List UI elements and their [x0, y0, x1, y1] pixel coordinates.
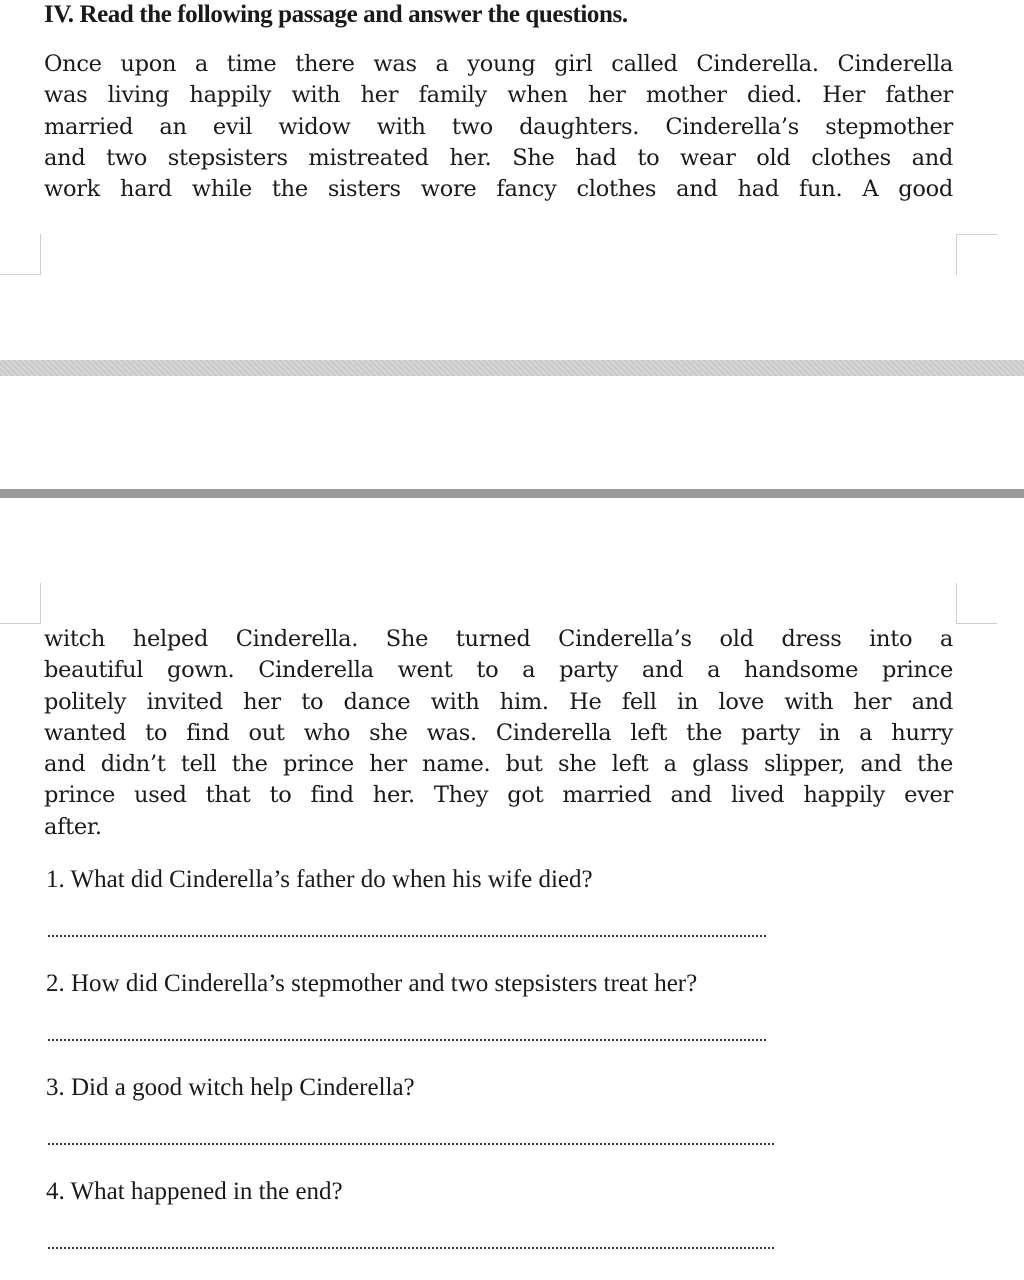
section-heading: IV. Read the following passage and answer the questions. [44, 1, 628, 28]
page-corner-mark [956, 583, 997, 624]
passage-part-2 [44, 624, 953, 843]
passage-line: and two stepsisters mistreated her. She had to wear old clothes and [44, 144, 953, 171]
passage-line: politely invited her to dance with him. He fell in love with her and [44, 688, 953, 715]
answer-line-3[interactable] [48, 1140, 774, 1145]
answer-line-1[interactable] [48, 932, 766, 937]
page-separator [0, 489, 1024, 498]
passage-line: prince used that to find her. They got married and lived happily ever [44, 782, 953, 809]
passage-part-1 [44, 49, 953, 205]
page-corner-mark [0, 234, 41, 275]
question-1: 1. What did Cinderella’s father do when his wife died? [46, 866, 593, 893]
passage-line: beautiful gown. Cinderella went to a party and a handsome prince [44, 657, 953, 684]
passage-line: witch helped Cinderella. She turned Cinderella’s old dress into a [44, 626, 953, 652]
passage-line: work hard while the sisters wore fancy clothes and had fun. A good [44, 176, 953, 203]
page-corner-mark [956, 234, 997, 275]
passage-line: was living happily with her family when her mother died. Her father [44, 82, 953, 109]
page-corner-mark [0, 583, 41, 624]
question-4: 4. What happened in the end? [46, 1178, 343, 1205]
answer-line-4[interactable] [48, 1244, 774, 1249]
passage-line: after. [44, 813, 102, 840]
page-gap-band [0, 360, 1024, 376]
passage-line: Once upon a time there was a young girl called Cinderella. Cinderella [44, 51, 953, 77]
passage-line: married an evil widow with two daughters. Cinderella’s stepmother [44, 113, 953, 140]
question-3: 3. Did a good witch help Cinderella? [46, 1074, 415, 1101]
answer-line-2[interactable] [48, 1036, 766, 1041]
passage-line: and didn’t tell the prince her name. but she left a glass slipper, and the [44, 751, 953, 778]
passage-line: wanted to find out who she was. Cinderella left the party in a hurry [44, 719, 953, 746]
question-2: 2. How did Cinderella’s stepmother and two stepsisters treat her? [46, 970, 698, 997]
